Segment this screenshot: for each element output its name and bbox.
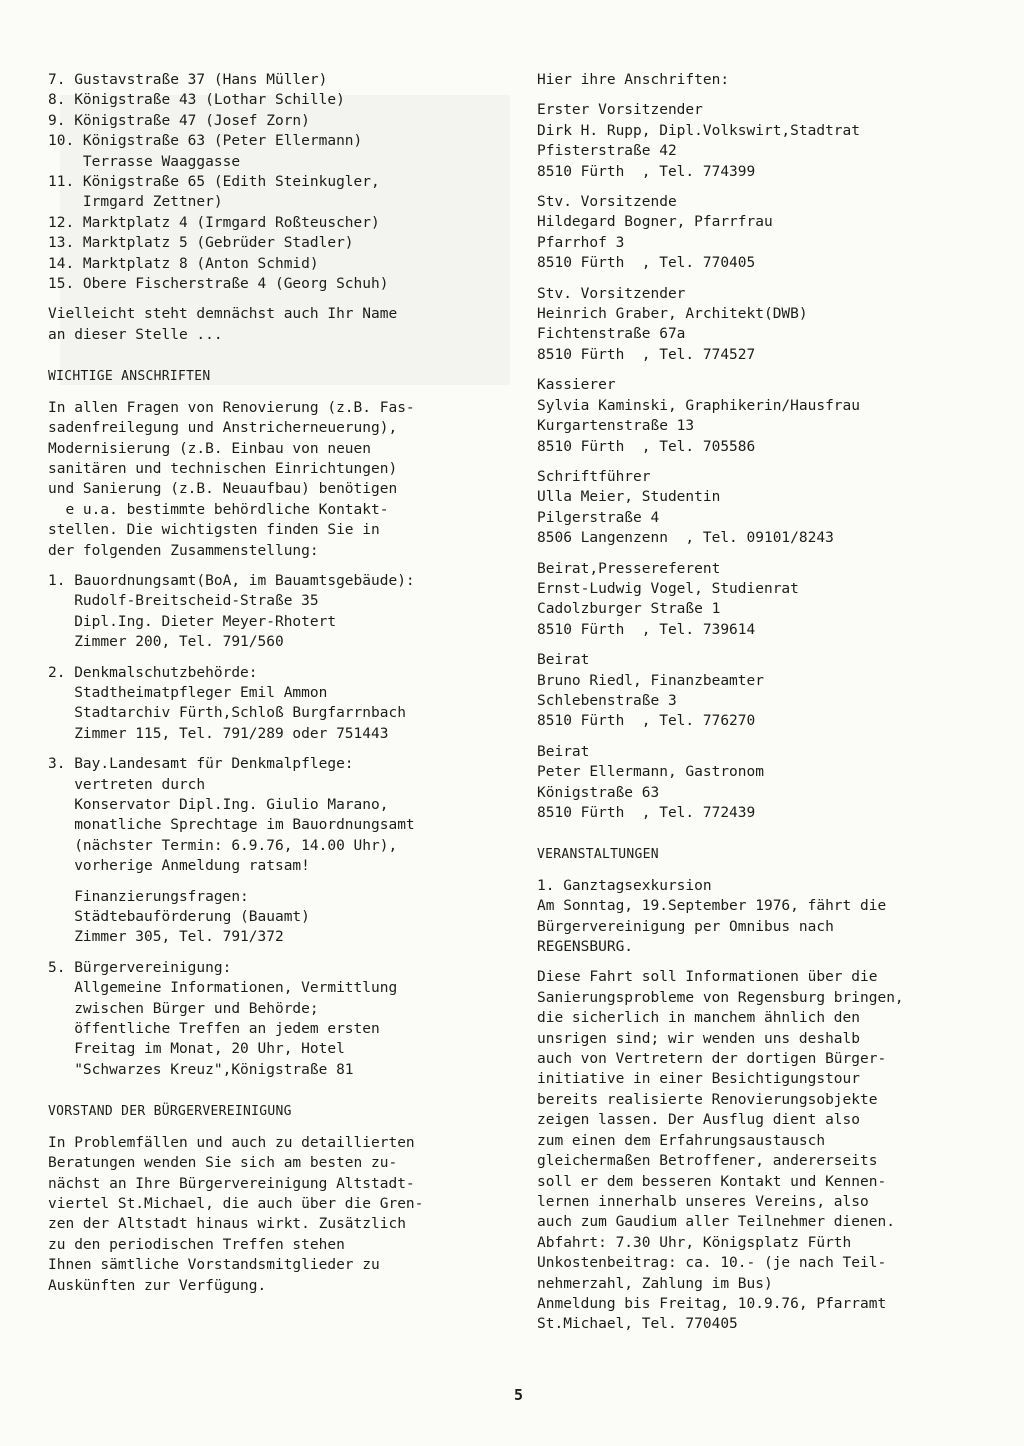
member-line: Peter Ellermann, Gastronom <box>537 764 764 781</box>
list-item: 10. Königstraße 63 (Peter Ellermann) <box>48 133 363 150</box>
text-line: gleichermaßen Betroffener, andererseits <box>537 1153 878 1170</box>
maybe-name-note <box>48 304 510 345</box>
text-line: nehmerzahl, Zahlung im Bus) <box>537 1275 773 1292</box>
office-line: zwischen Bürger und Behörde; <box>48 1000 319 1017</box>
member-role: Beirat <box>537 743 590 760</box>
office-entry <box>48 754 510 876</box>
member-entry <box>537 100 997 182</box>
member-line: Pfarrhof 3 <box>537 234 625 251</box>
text-line: Sanierungsprobleme von Regensburg bringen, <box>537 989 904 1006</box>
member-line: 8510 Fürth , Tel. 739614 <box>537 621 756 638</box>
member-line: Dirk H. Rupp, Dipl.Volkswirt,Stadtrat <box>537 122 861 139</box>
text-line: sanitären und technischen Einrichtungen) <box>48 460 398 477</box>
text-line: auch zum Gaudium aller Teilnehmer dienen. <box>537 1214 895 1231</box>
text-line: unsrigen sind; wir wenden uns deshalb <box>537 1030 861 1047</box>
list-item: 7. Gustavstraße 37 (Hans Müller) <box>48 72 328 88</box>
member-line: 8506 Langenzenn , Tel. 09101/8243 <box>537 530 834 547</box>
street-list <box>48 70 510 294</box>
list-item: Terrasse Waaggasse <box>48 153 241 170</box>
section-heading-events: VERANSTALTUNGEN <box>537 847 659 863</box>
office-line: Allgemeine Informationen, Vermittlung <box>48 980 398 997</box>
member-line: 8510 Fürth , Tel. 774527 <box>537 346 756 363</box>
page-number: 5 <box>514 1386 524 1404</box>
office-line: Konservator Dipl.Ing. Giulio Marano, <box>48 797 389 813</box>
office-title: 1. Bauordnungsamt(BoA, im Bauamtsgebäude): <box>48 572 415 589</box>
text-line: 1. Ganztagsexkursion <box>537 877 712 894</box>
member-entry <box>537 559 997 641</box>
text-line: zu den periodischen Treffen stehen <box>48 1236 345 1253</box>
member-entry <box>537 650 997 732</box>
text-line: Bürgervereinigung per Omnibus nach <box>537 918 834 935</box>
member-line: Bruno Riedl, Finanzbeamter <box>537 672 764 689</box>
text-line: sadenfreilegung und Anstricherneuerung), <box>48 420 398 437</box>
member-line: Fichtenstraße 67a <box>537 326 686 343</box>
office-line: Städtebauförderung (Bauamt) <box>48 909 310 926</box>
office-line: monatliche Sprechtage im Bauordnungsamt <box>48 817 415 834</box>
office-line: öffentliche Treffen an jedem ersten <box>48 1021 380 1038</box>
office-line: Freitag im Monat, 20 Uhr, Hotel <box>48 1041 345 1058</box>
text-line: bereits realisierte Renovierungsobjekte <box>537 1091 878 1108</box>
member-line: 8510 Fürth , Tel. 776270 <box>537 713 756 730</box>
section-heading-addresses: WICHTIGE ANSCHRIFTEN <box>48 369 211 385</box>
text-line: soll er dem besseren Kontakt und Kennen- <box>537 1173 887 1190</box>
member-entry <box>537 467 997 549</box>
text-line: viertel St.Michael, die auch über die Gren- <box>48 1195 424 1212</box>
text-line: Diese Fahrt soll Informationen über die <box>537 969 878 986</box>
list-item: 13. Marktplatz 5 (Gebrüder Stadler) <box>48 235 354 252</box>
text-line: lernen innerhalb unseres Vereins, also <box>537 1193 869 1210</box>
office-line: (nächster Termin: 6.9.76, 14.00 Uhr), <box>48 837 398 854</box>
office-line: Stadtheimatpfleger Emil Ammon <box>48 684 328 701</box>
member-role: Beirat <box>537 652 590 669</box>
member-line: Ernst-Ludwig Vogel, Studienrat <box>537 580 799 597</box>
list-item: 14. Marktplatz 8 (Anton Schmid) <box>48 255 319 272</box>
text-line: und Sanierung (z.B. Neuaufbau) benötigen <box>48 481 398 498</box>
text-line: nächst an Ihre Bürgervereinigung Altstadt- <box>48 1175 415 1192</box>
text-line: REGENSBURG. <box>537 939 634 956</box>
member-entry <box>537 192 997 274</box>
board-text <box>48 1133 510 1296</box>
office-line: Zimmer 305, Tel. 791/372 <box>48 929 284 946</box>
office-entry <box>48 958 510 1080</box>
list-item: Irmgard Zettner) <box>48 194 223 211</box>
text-line: zeigen lassen. Der Ausflug dient also <box>537 1112 861 1129</box>
member-line: Pfisterstraße 42 <box>537 143 677 160</box>
office-line: vertreten durch <box>48 776 206 793</box>
office-line: Stadtarchiv Fürth,Schloß Burgfarrnbach <box>48 705 406 722</box>
event-text <box>537 967 997 1334</box>
member-role: Stv. Vorsitzende <box>537 194 677 211</box>
member-entry <box>537 742 997 824</box>
office-title: 5. Bürgervereinigung: <box>48 959 232 976</box>
member-line: 8510 Fürth , Tel. 772439 <box>537 805 756 821</box>
addresses-intro-line: Hier ihre Anschriften: <box>537 72 730 88</box>
member-line: 8510 Fürth , Tel. 770405 <box>537 255 756 272</box>
member-entry <box>537 375 997 457</box>
text-line: Abfahrt: 7.30 Uhr, Königsplatz Fürth <box>537 1234 852 1251</box>
text-line: St.Michael, Tel. 770405 <box>537 1316 738 1333</box>
member-role: Beirat,Pressereferent <box>537 560 721 577</box>
text-line: der folgenden Zusammenstellung: <box>48 542 319 559</box>
office-line: "Schwarzes Kreuz",Königstraße 81 <box>48 1061 354 1078</box>
office-entry <box>48 887 510 948</box>
left-column <box>48 70 510 1296</box>
text-line: Auskünften zur Verfügung. <box>48 1277 267 1294</box>
text-line: Vielleicht steht demnächst auch Ihr Name <box>48 306 398 323</box>
member-line: Ulla Meier, Studentin <box>537 489 721 506</box>
office-line: Zimmer 200, Tel. 791/560 <box>48 634 284 651</box>
text-line: initiative in einer Besichtigungstour <box>537 1071 861 1088</box>
text-line: Ihnen sämtliche Vorstandsmitglieder zu <box>48 1257 380 1274</box>
text-line: die sicherlich in manchem ähnlich den <box>537 1010 861 1027</box>
member-role: Erster Vorsitzender <box>537 102 703 119</box>
text-line: an dieser Stelle ... <box>48 326 223 343</box>
member-line: 8510 Fürth , Tel. 774399 <box>537 163 756 180</box>
text-line: e u.a. bestimmte behördliche Kontakt- <box>48 501 389 518</box>
office-title: 2. Denkmalschutzbehörde: <box>48 664 258 681</box>
office-entry <box>48 571 510 653</box>
text-line: stellen. Die wichtigsten finden Sie in <box>48 522 380 539</box>
member-line: Kurgartenstraße 13 <box>537 418 695 435</box>
list-item: 9. Königstraße 47 (Josef Zorn) <box>48 112 310 129</box>
text-line: zum einen dem Erfahrungsaustausch <box>537 1132 826 1149</box>
text-line: zen der Altstadt hinaus wirkt. Zusätzlich <box>48 1216 406 1233</box>
section-heading-board: VORSTAND DER BÜRGERVEREINIGUNG <box>48 1104 292 1120</box>
list-item: 15. Obere Fischerstraße 4 (Georg Schuh) <box>48 276 389 293</box>
member-role: Schriftführer <box>537 468 651 485</box>
office-entry <box>48 663 510 745</box>
right-column <box>537 70 997 1335</box>
member-line: Cadolzburger Straße 1 <box>537 601 721 618</box>
office-title: Finanzierungsfragen: <box>48 888 249 905</box>
event-intro <box>537 876 997 958</box>
text-line: In allen Fragen von Renovierung (z.B. Fas- <box>48 399 415 416</box>
member-entry <box>537 284 997 366</box>
member-line: Sylvia Kaminski, Graphikerin/Hausfrau <box>537 397 861 414</box>
text-line: Beratungen wenden Sie sich am besten zu- <box>48 1155 398 1172</box>
office-line: Rudolf-Breitscheid-Straße 35 <box>48 593 319 610</box>
list-item: 8. Königstraße 43 (Lothar Schille) <box>48 92 345 109</box>
list-item: 12. Marktplatz 4 (Irmgard Roßteuscher) <box>48 214 380 231</box>
member-line: Heinrich Graber, Architekt(DWB) <box>537 306 808 323</box>
list-item: 11. Königstraße 65 (Edith Steinkugler, <box>48 174 380 191</box>
member-role: Stv. Vorsitzender <box>537 285 686 302</box>
member-line: Pilgerstraße 4 <box>537 509 660 526</box>
member-role: Kassierer <box>537 377 616 394</box>
member-line: Hildegard Bogner, Pfarrfrau <box>537 214 773 231</box>
text-line: Modernisierung (z.B. Einbau von neuen <box>48 440 372 457</box>
office-line: vorherige Anmeldung ratsam! <box>48 858 310 875</box>
text-line: auch von Vertretern der dortigen Bürger- <box>537 1051 887 1068</box>
member-line: 8510 Fürth , Tel. 705586 <box>537 438 756 455</box>
addresses-intro <box>48 398 510 561</box>
text-line: Anmeldung bis Freitag, 10.9.76, Pfarramt <box>537 1295 887 1312</box>
office-line: Zimmer 115, Tel. 791/289 oder 751443 <box>48 725 389 742</box>
text-line: Unkostenbeitrag: ca. 10.- (je nach Teil- <box>537 1255 887 1272</box>
text-line: In Problemfällen und auch zu detaillierten <box>48 1134 415 1151</box>
member-line: Königstraße 63 <box>537 784 660 801</box>
text-line: Am Sonntag, 19.September 1976, fährt die <box>537 898 887 915</box>
member-line: Schlebenstraße 3 <box>537 692 677 709</box>
office-title: 3. Bay.Landesamt für Denkmalpflege: <box>48 756 354 773</box>
office-line: Dipl.Ing. Dieter Meyer-Rhotert <box>48 613 337 630</box>
